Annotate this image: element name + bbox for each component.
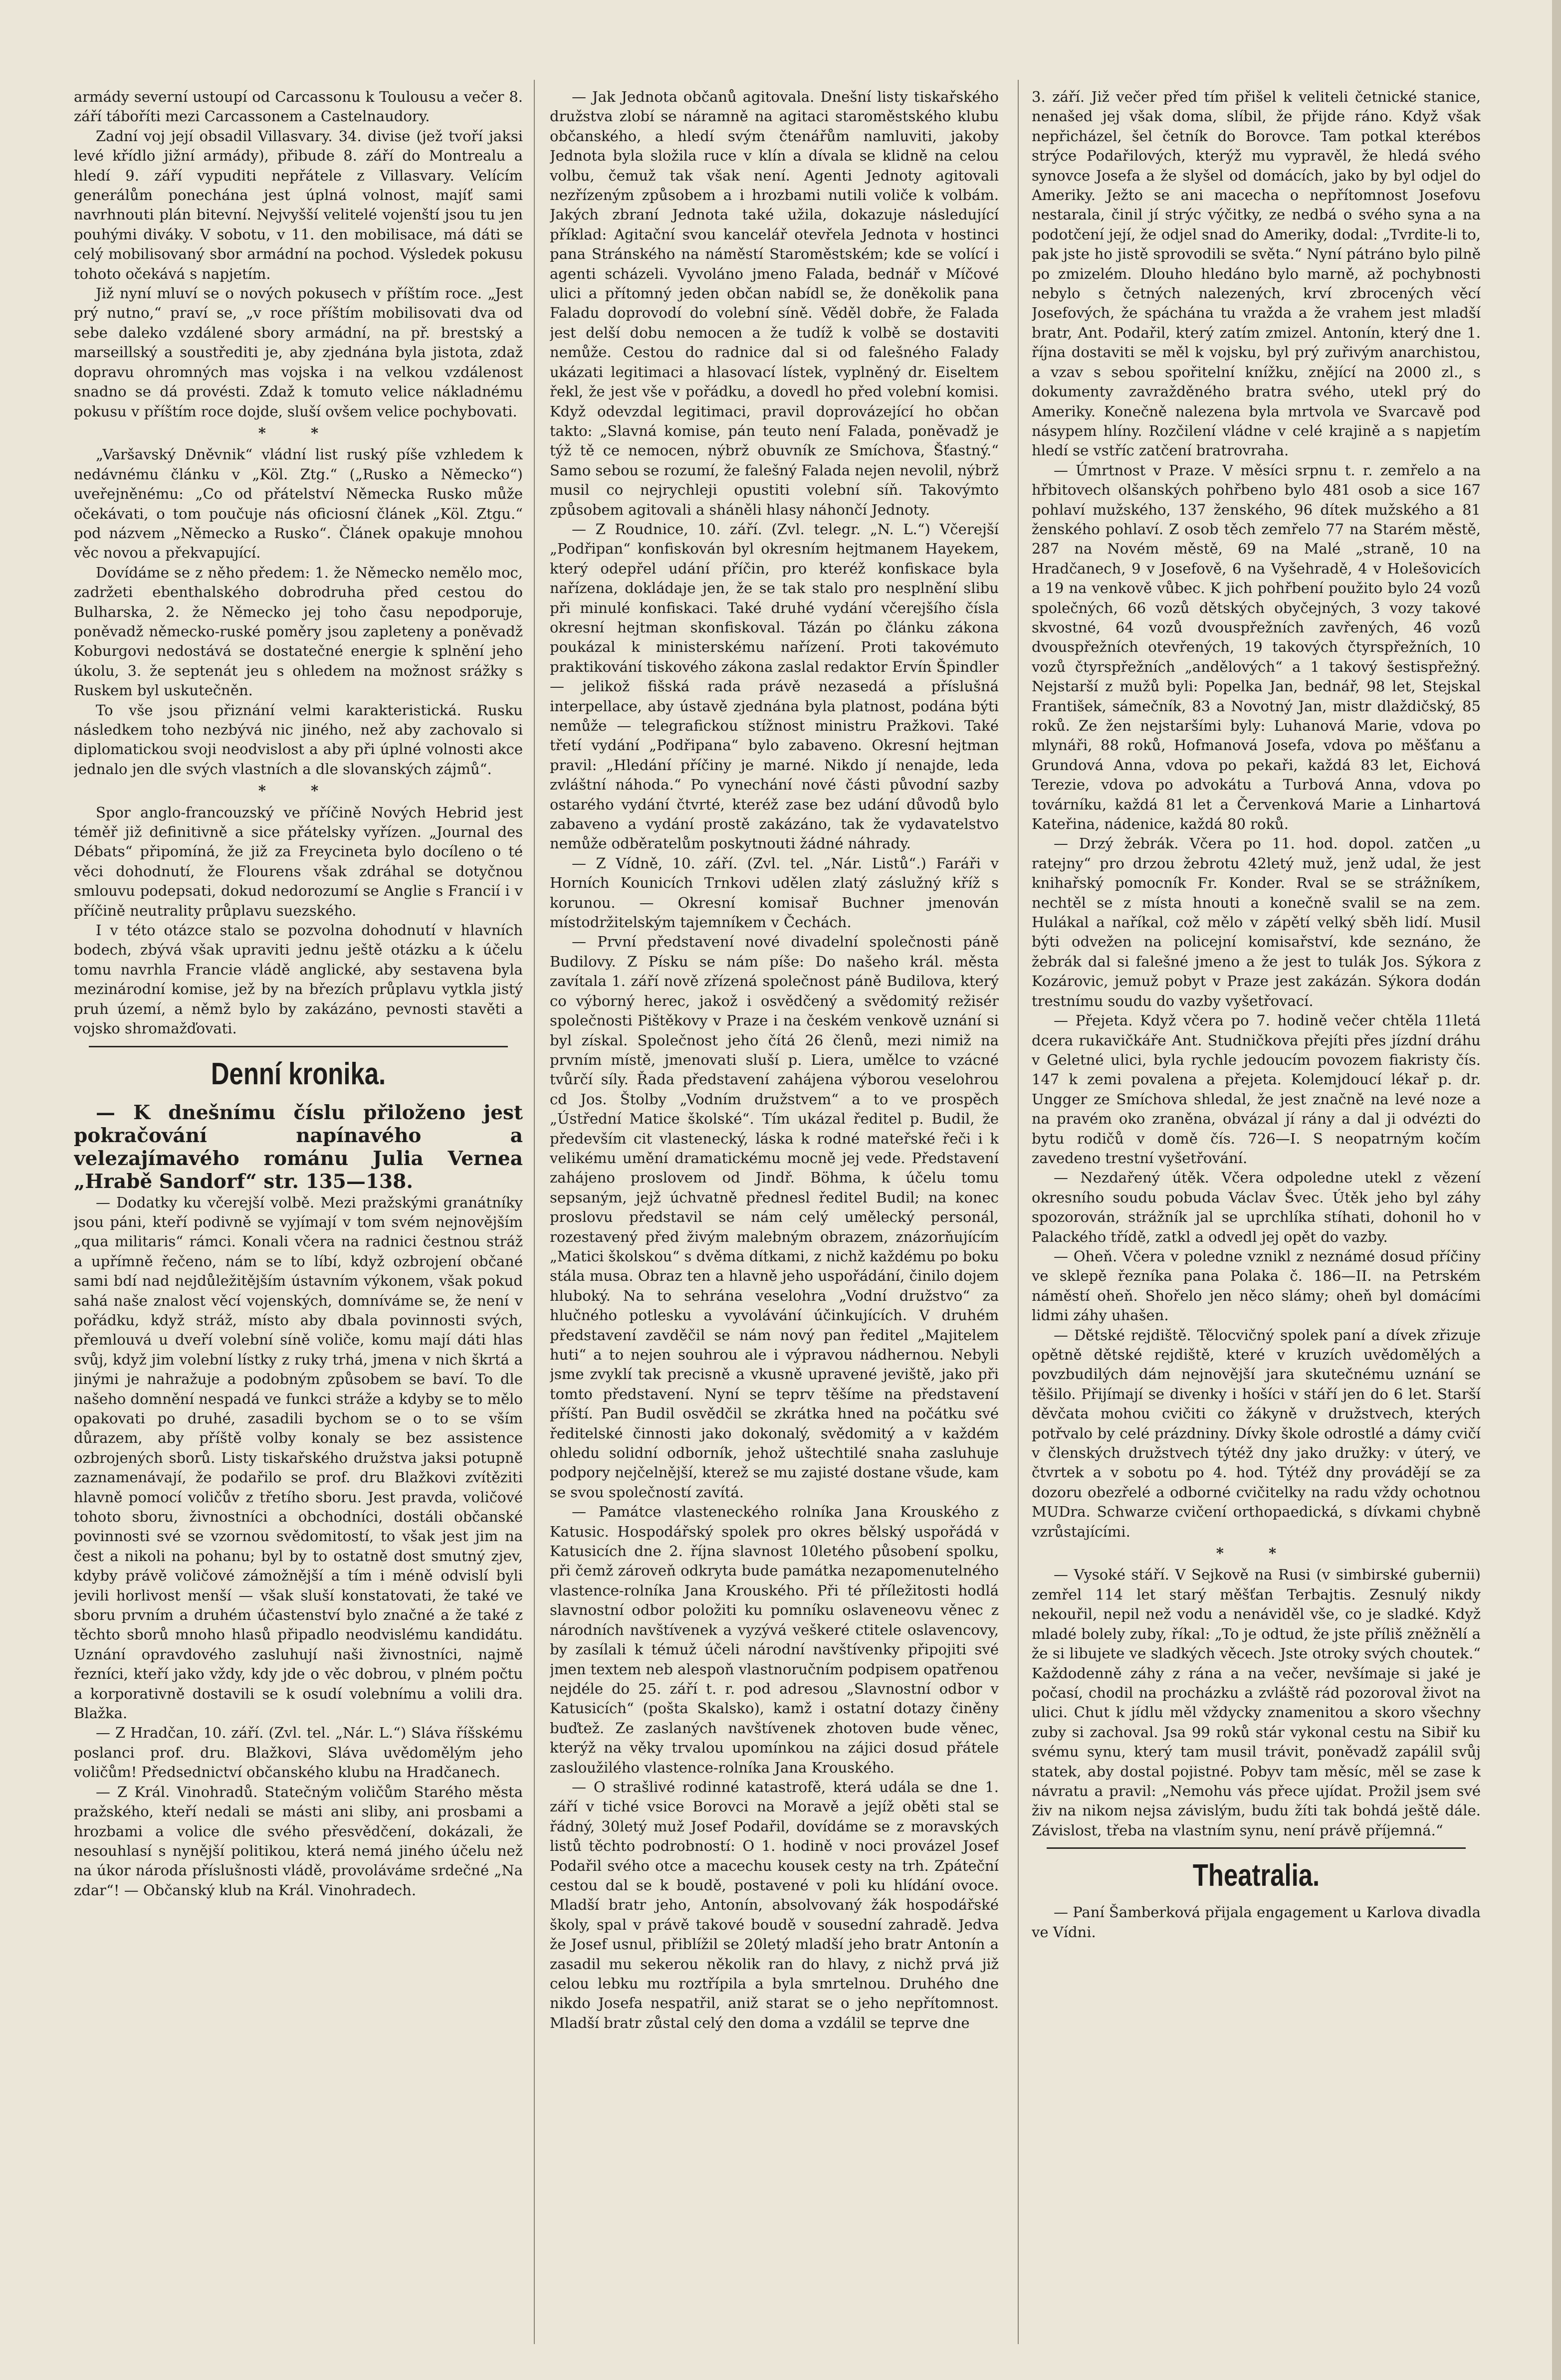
- col2-paragraph: — O strašlivé rodinné katastrofě, která udála se dne 1. září v tiché vsice Borovci na Moravě a jejíž oběti stal se řádný, 30letý muž Josef Podařil, dovídáme se z moravských listů těchto podrobností: O 1. hodině v noci provázel Josef Podařil svého otce a macechu kousek cesty na trh. Zpáteční cestou dal se k boudě, postavené v poli ku hlídání ovoce. Mladší bratr jeho, Antonín, absolvovaný žák hospodářské školy, spal v právě takové boudě v sousední zahradě. Jedva že Josef usnul, přiblížil se 20letý mladší jeho bratr Antonín a zasadil mu sekerou několik ran do hlavy, z nichž prvá již celou lebku mu roztřípila a byla smrtelnou. Druhého dne nikdo Josefa nespatřil, aniž starat se o jeho nepřítomnost. Mladší bratr zůstal celý den doma a vzdálil se teprve dne: [550, 1778, 999, 2031]
- col3-paragraph: — Drzý žebrák. Včera po 11. hod. dopol. zatčen „u ratejny“ pro drzou žebrotu 42letý muž, jenž udal, že jest knihařský pomocník Fr. Konder. Rval se se strážníkem, nechtěl se z místa hnouti a konečně svalil se na zem. Hulákal a naříkal, což mělo v zápětí velký sběh lidí. Musil býti odvežen na policejní komisařství, kde seznáno, že žebrák dal si falešné jmeno a že jest to tulák Jos. Sýkora z Kozárovic, jemuž pobyt v Praze jest zakázán. Sýkora dodán trestnímu soudu do vazby vyšetřovací.: [1032, 835, 1481, 1009]
- col3-paragraph: — Vysoké stáří. V Sejkově na Rusi (v simbirské gubernii) zemřel 114 let starý měšťan Terbajtis. Zesnulý nikdy nekouřil, nepil než vodu a nenáviděl vše, co je sladké. Když mladé bolely zuby, říkal: „To je odtud, že jste příliš zněžnělí a že si libujete ve sladkých věcech. Jste otroky svých choutek.“ Každodenně záhy z rána a na večer, nevšímaje si jaké je počasí, chodil na procházku a zvláště rád pozoroval život na ulici. Chut k jídlu měl vždycky znamenitou a skoro všechny zuby si zachoval. Jsa 99 roků stár vykonal cestu na Sibiř ku svému synu, který tam musil trávit, poněvadž zapálil svůj statek, aby dostal pojistné. Pobyv tam měsíc, měl se zase k návratu a pravil: „Nemohu vás přece ujídat. Prožil jsem své živ na nikom nejsa závislým, budu žíti tak bohdá ještě dále. Závislost, třeba na vlastním synu, není právě příjemná.“: [1032, 1566, 1481, 1839]
- lead-notice: — K dnešnímu číslu přiloženo jest pokračování napínavého a velezajímavého románu Julia Vernea „Hrabě Sandorf“ str. 135—138.: [74, 1101, 523, 1193]
- column-divider-left: [534, 80, 535, 2344]
- col1-paragraph: Zadní voj její obsadil Villasvary. 34. divise (jež tvoří jaksi levé křídlo jižní armády), přibude 8. září do Montrealu a hledí 9. září vypuditi nepřátele z Villasvary. Velícím generálům ponechána jest úplná volnost, majíť sami navrhnouti plán bitevní. Nejvyšší velitelé vojenští jsou tu jen pouhými diváky. V sobotu, v 11. den mobilisace, má dáti se celý mobilisovaný sbor armádní na pochod. Výsledek pokusu tohoto očekává s napjetím.: [74, 127, 523, 282]
- col3-paragraph: — Dětské rejdiště. Tělocvičný spolek paní a dívek zřizuje opětně dětské rejdiště, které v kruzích uvědomělých a povzbudilých dám nejnovější jara skutečnému uznání se těšilo. Přijímají se divenky i hošíci v stáří jen do 6 let. Starší děvčata mohou cvičiti co žákyně v družstvech, kterých potřvalo by celé prázdniny. Dívky škole odrostlé a dámy cvičí v členských družstvech týtéž dny jako družky: v úterý, ve čtvrtek a v sobotu po 4. hod. Týtéž dny provádějí se za dozoru obezřelé a odborné cvičitelky na radu vždy ochotnou MUDra. Schwarze cvičení orthopaedická, s dívkami chybně vzrůstajícími.: [1032, 1326, 1481, 1540]
- section-separator: * *: [258, 782, 339, 799]
- col3-paragraph: — Přejeta. Když včera po 7. hodině večer chtěla 11letá dcera rukavičkáře Ant. Studničkova přejíti přes jízdní dráhu v Geletné ulici, byla rychle jedoucím povozem fiakristy čís. 147 k zemi povalena a přejeta. Kolemjdoucí lékař p. dr. Ungger ze Smíchova shledal, že jest značně na levé noze a na pravém oko zraněna, obvázal jí rány a dal ji odvézti do bytu rodičů v domě čís. 726—I. S neopatrným kočím zavedeno trestní vyšetřování.: [1032, 1012, 1481, 1167]
- col1-paragraph: Spor anglo-francouzský ve příčině Nových Hebrid jest téměř již definitivně a sice přátelsky vyřízen. „Journal des Débats“ připomíná, že již za Freycineta bylo docíleno o té věci dohodnutí, že Flourens však zdráhal se dotyčnou smlouvu podepsati, dokud nedorozumí se Anglie s Francií i v příčině neutrality průplavu suezského.: [74, 803, 523, 919]
- col1-paragraph: I v této otázce stalo se pozvolna dohodnutí v hlavních bodech, zbývá však upraviti jednu ještě otázku a k účelu tomu navrhla Francie vládě anglické, aby sestavena byla mezinárodní komise, jež by na březích průplavu vytkla jistý pruh území, a němž bylo by zakázáno, pevnosti stavěti a vojsko shromažďovati.: [74, 922, 523, 1037]
- col2-paragraph: — První představení nové divadelní společnosti páně Budilovy. Z Písku se nám píše: Do našeho král. města zavítala 1. září nově zřízená společnost páně Budilova, který co výborný herec, jakož i osvědčený a svědomitý režisér společnosti Pištěkovy v Praze i na českém venkově uznání si byl získal. Společnost jeho čítá 26 členů, mezi nimiž na prvním místě, jmenovati sluší p. Liera, umělce to vzácné tvůrčí síly. Řada představení zahájena výborou veselohrou cd Jos. Štolby „Vodním družstvem“ a to ve prospěch „Ústřední Matice školské“. Tím ukázal ředitel p. Budil, že především cit vlastenecký, láska k rodné mateřské řeči i k velikému umění dramatickému mocně jej vede. Představení zahájeno proslovem od Jindř. Böhma, k účelu tomu sepsaným, jejž úchvatně přednesl ředitel Budil; na konec proslovu představil se nám celý umělecký personál, rozestavený před živým malebným obrazem, znázorňujícím „Matici školskou“ s dvěma dítkami, z nichž každému po boku stála musa. Obraz ten a hlavně jeho uspořádání, činilo dojem hluboký. Na to sehrána veselohra „Vodní družstvo“ za hlučného potlesku a vyvolávání účinkujících. V druhém představení zavděčil se nám nový pan ředitel „Majitelem huti“ a to nejen souhrou ale i výpravou nádhernou. Nebyli jsme zvyklí tak precisně a vkusně upravené jeviště, jako při tomto představení. Nyní se teprv těšíme na představení příští. Pan Budil osvědčil se zkrátka hned na počátku své ředitelské činnosti jako dokonalý, svědomitý a v každém ohledu solidní odborník, jehož uštechtilé snaha zasluhuje podpory nejčelnější, kterež se mu zajisté dostane všude, kam se svou společností zavítá.: [550, 933, 999, 1501]
- section-separator: * *: [1216, 1545, 1297, 1562]
- col1-paragraph: — Z Král. Vinohradů. Statečným voličům Starého města pražského, kteří nedali se másti ani sliby, ani prosbami a hrozbami a volice dle svého přesvědčení, dokázali, že nesouhlasí s nynější politikou, která nemá jiného účelu než na úkor národa příslušnosti vládě, provoláváme srdečné „Na zdar“! — Občanský klub na Král. Vinohradech.: [74, 1783, 523, 1899]
- col1-paragraph: armády severní ustoupí od Carcassonu k Toulousu a večer 8. září táboříti mezi Carcassonem a Castelnaudory.: [74, 88, 523, 125]
- section-title-denni-kronika: Denní kronika.: [211, 1056, 386, 1091]
- col1-paragraph: „Varšavský Dněvnik“ vládní list ruský píše vzhledem k nedávnému článku v „Köl. Ztg.“ („Rusko a Německo“) uveřejněnému: „Co od přátelství Německa Rusko může očekávati, o tom poučuje nás oficiosní článek „Köl. Ztgu.“ pod názvem „Německo a Rusko“. Článek opakuje mnohou věc novou a překvapující.: [74, 446, 523, 562]
- col3-paragraph: — Paní Šamberková přijala engagement u Karlova divadla ve Vídni.: [1032, 1904, 1481, 1941]
- col1-paragraph: To vše jsou přiznání velmi karakteristická. Rusku následkem toho nezbývá nic jiného, než aby zachovalo si diplomatickou svoji neodvislost a aby při úplné volnosti akce jednalo jen dle svých vlastních a dle slovanských zájmů“.: [74, 701, 523, 778]
- col1-paragraph: — Z Hradčan, 10. září. (Zvl. tel. „Nár. L.“) Sláva říšskému poslanci prof. dru. Blažkovi, Sláva uvědomělým jeho voličům! Předsednictví občanského klubu na Hradčanech.: [74, 1724, 523, 1781]
- section-rule: [89, 1046, 508, 1047]
- section-separator: * *: [258, 424, 339, 441]
- section-rule: [1047, 1847, 1466, 1849]
- col1-paragraph: Dovídáme se z něho předem: 1. že Německo nemělo moc, zadržeti ebenthalského dobrodruha před cestou do Bulharska, 2. že Německo jej toho času nepodporuje, poněvadž německo-ruské poměry jsou zapleteny a poněvadž Koburgovi nedostává se dostatečné energie k splnění jeho úkolu, 3. že septenát jeu s ohledem na možnost srážky s Ruskem byl uskutečněn.: [74, 564, 523, 699]
- col3-paragraph: — Úmrtnost v Praze. V měsíci srpnu t. r. zemřelo a na hřbitovech olšanských pohřbeno bylo 481 osob a sice 167 pohlaví mužského, 137 ženského, 96 dítek mužského a 81 ženského pohlaví. Z osob těch zemřelo 77 na Starém městě, 287 na Novém městě, 69 na Malé „straně, 10 na Hradčanech, 9 v Josefově, 6 na Vyšehradě, 4 v Holešovicích a 19 na venkově vůbec. K jich pohřbení použito bylo 24 vozů společných, 66 vozů dětských obyčejných, 3 vozy takové skvostné, 64 vozů dvouspřežních zavřených, 46 vozů dvouspřežních otevřených, 19 takových čtyrspřežních, 10 vozů čtyrspřežních „andělových“ a 1 takový šestispřežný. Nejstarší z mužů byli: Popelka Jan, bednář, 98 let, Stejskal František, sámečník, 83 a Novotný Jan, mistr dlaždičský, 85 roků. Ze žen nejstaršími byly: Luhanová Marie, vdova po mlynáři, 88 roků, Hofmanová Josefa, vdova po měšťanu a Grundová Anna, vdova po pekaři, každá 83 let, Eichová Terezie, vdova po advokátu a Turbová Anna, vdova po továrníku, každá 81 let a Červenková Marie a Linhartová Kateřina, nádenice, každá 80 roků.: [1032, 461, 1481, 833]
- col2-paragraph: — Z Roudnice, 10. září. (Zvl. telegr. „N. L.“) Včerejší „Podřipan“ konfiskován byl okresním hejtmanem Hayekem, který odepřel udání příčin, pro kteréž konfiskace byla nařízena, dokládaje jen, že se tak stalo pro nesplnění slibu při minulé konfiskaci. Také druhé vydání včerejšího čísla okresní hejtman skonfiskoval. Tázán po článku zákona poukázal k ministerskému nařízení. Proti takovémuto praktikování tiskového zákona zaslal redaktor Ervín Špindler — jelikož fišská rada právě nezasedá a příslušná interpellace, aby ústavě zjednána byla platnost, podána býti nemůže — telegrafickou stížnost ministru Pražkovi. Také třetí vydání „Podřipana“ bylo zabaveno. Okresní hejtman pravil: „Hledání příčiny je marné. Nikdo jí nenajde, leda zvláštní náhoda.“ Po vynechání nové části původní sazby ostarého vydání čtvrté, kteréž zase bez udání důvodů bylo zabaveno a vydání prostě zakázáno, tak že vydavatelstvo nemůže odběratelům poskytnouti žádné náhrady.: [550, 520, 999, 852]
- column-2: [550, 87, 999, 2352]
- page-edge: [1552, 0, 1561, 2380]
- col1-paragraph: — Dodatky ku včerejší volbě. Mezi pražskými granátníky jsou páni, kteří podivně se vyjímají v tom svém nejnovějším „qua militaris“ rámci. Konali včera na radnici čestnou stráž a upřímně řečeno, nám se to líbí, když ozbrojení občané sami bdí nad nejdůležitějším ústavním výkonem, však pokud sahá naše znalost věcí vojenských, domníváme se, že není v pořádku, když stráž, místo aby dbala povinnosti svých, přemlouvá u dveří volební síně voliče, komu mají dáti hlas svůj, když jim volební lístky z ruky trhá, jmena v nich škrtá a jinými je nahražuje a podobným způsobem se baví. To dle našeho domnění nespadá ve funkci stráže a kdyby se to mělo opakovati po druhé, zasadili bychom se o to se vším důrazem, aby příště volby konaly se bez assistence ozbrojených sborů. Listy tiskařského družstva jaksi potupně zaznamenávají, že podařilo se prof. dru Blažkovi zvítěziti hlavně pomocí voličův z třetího sboru. Jest pravda, voličové tohoto sboru, živnostníci a obchodníci, dostáli občanské povinnosti své se vzornou svědomitostí, to však jest jim na čest a nikoli na pohanu; byl by to ostatně dost smutný zjev, kdyby právě voličové zámožnější a tím i méně odvislí byli jevili horlivost menší — však sluší konstatovati, že také ve sboru prvním a druhém účastenství bylo značné a že také z těchto sborů mnoho hlasů připadlo neodvislému kandidátu. Uznání opravdového zasluhují naši živnostníci, najmě řezníci, kteří jako vždy, kdy jde o věc dobrou, v plném počtu a korporativně dostavili se k osudí volebnímu a volili dra. Blažka.: [74, 1193, 523, 1722]
- col2-paragraph: — Z Vídně, 10. září. (Zvl. tel. „Nár. Listů“.) Faráři v Horních Kounicích Trnkovi udělen zlatý záslužný kříž s korunou. — Okresní komisař Buchner jmenován místodržitelským tajemníkem v Čechách.: [550, 854, 999, 931]
- col3-paragraph: — Oheň. Včera v poledne vznikl z neznámé dosud příčiny ve sklepě řezníka pana Polaka č. 186—II. na Petrském náměstí oheň. Shořelo jen něco slámy; oheň byl domácími lidmi záhy uhašen.: [1032, 1247, 1481, 1324]
- column-3: [1032, 87, 1481, 2352]
- col2-paragraph: — Památce vlasteneckého rolníka Jana Krouského z Katusic. Hospodářský spolek pro okres bělský uspořádá v Katusicích dne 2. října slavnost 10letého působení spolku, při čemž zároveň odkryta bude památka nezapomenutelného vlastence-rolníka Jana Krouského. Při té příležitosti hodlá slavnostní odbor položiti ku pomníku oslaveneovu věnec z národních navštívenek a vyzývá veškeré ctitele oslavencovy, by zasílali k témuž účeli národní navštívenky připojiti své jmen textem neb alespoň vlastnoručním podpisem opatřenou nejdéle do 25. září t. r. pod adresou „Slavnostní odbor v Katusicích“ (pošta Skalsko), kamž i ostatní dotazy činěny buďtež. Ze zaslaných navštívenek zhotoven bude věnec, kterýž na věky trvalou upomínkou na zájici dosud přátele zasloužilého vlastence-rolníka Jana Krouského.: [550, 1503, 999, 1776]
- column-1: [74, 87, 523, 2352]
- column-divider-right: [1018, 80, 1019, 2344]
- col1-paragraph: Již nyní mluví se o nových pokusech v příštím roce. „Jest prý nutno,“ praví se, „v roce příštím mobilisovati dva od sebe daleko vzdálené sbory armádní, na př. brestský a marseillský a soustřediti je, aby zjednána byla jistota, zdaž dopravu ohromných mas vojska i na velkou vzdálenost snadno se dá provésti. Zdaž k tomuto velice nákladnému pokusu v příštím roce dojde, sluší ovšem velice pochybovati.: [74, 285, 523, 420]
- col3-paragraph: 3. září. Již večer před tím přišel k veliteli četnické stanice, nenašed jej však doma, slíbil, že přijde ráno. Když však nepřicházel, šel četník do Borovce. Tam potkal kterébos strýce Podařilových, kterýž mu vypravěl, že hledá svého synovce Josefa a že slyšel od domácích, jako by byl odjel do Ameriky. Ježto se ani macecha o nepřítomnost Josefovu nestarala, činil jí strýc výčitky, ze nedbá o svého syna a na podotčení její, že odjel snad do Ameriky, dodal: „Tvrdite-li to, pak jste ho jistě sprovodili se světa.“ Nyní pátráno bylo pilně po zmizelém. Dlouho hledáno bylo marně, až pochybnosti nebylo s četných nalezených, krví zbrocených věcí Josefových, že spáchána tu vražda a že vrahem jest mladší bratr, Ant. Podařil, který zatím zmizel. Antonín, který dne 1. října dostaviti se měl k vojsku, byl prý zuřivým anarchistou, a vzav s sebou spořitelní knížku, znějící na 2000 zl., s dokumenty zavražděného bratra svého, utekl prý do Ameriky. Konečně nalezena byla mrtvola ve Svarcavě pod násypem hlíny. Rozčilení vládne v celé krajině a s napjetím hledí se vstříc zatčení bratrovraha.: [1032, 88, 1481, 459]
- col3-paragraph: — Nezdařený útěk. Včera odpoledne utekl z vězení okresního soudu pobuda Václav Švec. Útěk jeho byl záhy spozorován, strážník jal se uprchlíka stíhati, dohonil ho v Palackého třídě, zatkl a odvedl jej opět do vazby.: [1032, 1169, 1481, 1245]
- section-title-theatralia: Theatralia.: [1192, 1858, 1320, 1893]
- col2-paragraph: — Jak Jednota občanů agitovala. Dnešní listy tiskařského družstva zlobí se náramně na agitaci staroměstského klubu občanského, a hledí svým čtenářům namluviti, jakoby Jednota byla složila ruce v klín a dívala se klidně na celou volbu, čemuž tak však není. Agenti Jednoty agitovali nezřízeným způsobem a i hrozbami nutili voliče k volbám. Jakých zbraní Jednota také užila, dokazuje následující příklad: Agitační svou kancelář otevřela Jednota v hostinci pana Stránského na náměstí Staroměstském; kde se volící i agenti scházeli. Vyvoláno jmeno Falada, bednář v Míčové ulici a přítomný jeden občan nabídl se, že doněkolik pana Faladu doprovodí do volební síně. Věděl dobře, že Falada jest delší dobu nemocen a že tudíž k volbě se dostaviti nemůže. Cestou do radnice dal si od falešného Falady ukázati legitimaci a hlasovací lístek, vyplněný dr. Eiseltem řekl, že jest vše v pořádku, a dovedl ho před volební komisi. Když odevzdal legitimaci, pravil doprovázející ho občan takto: „Slavná komise, pán teuto není Falada, poněvadž je týž tě ce nemocen, nýbrž obuvník ze Smíchova, Šťastný.“ Samo sebou se rozumí, že falešný Falada nejen nevolil, nýbrž musil co nejrychleji opustiti volební síň. Takovýmto způsobem agitovali a sháněli hlasy náhončí Jednoty.: [550, 88, 999, 518]
